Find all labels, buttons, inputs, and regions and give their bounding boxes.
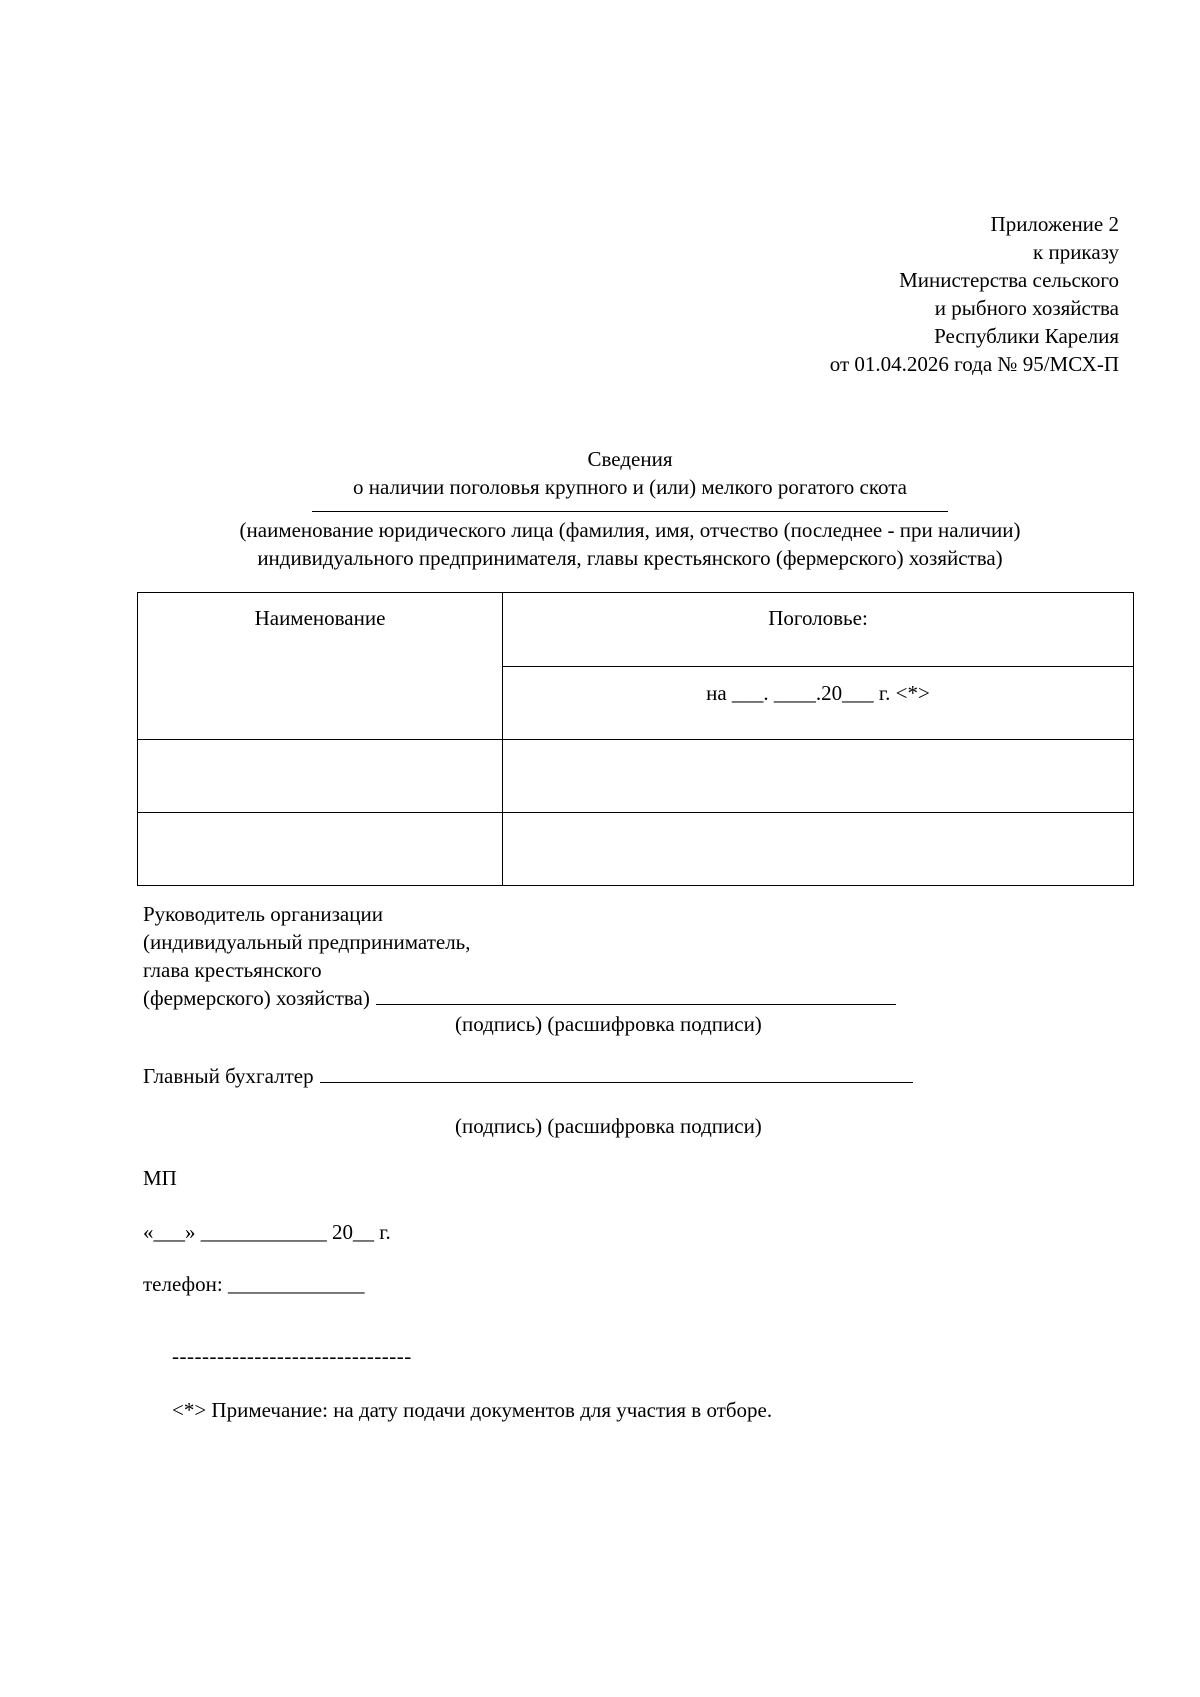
accountant-label: Главный бухгалтер — [143, 1064, 314, 1088]
title-block — [130, 445, 1130, 572]
appendix-line: Республики Карелия — [934, 324, 1119, 348]
table-cell-value[interactable] — [503, 813, 1134, 886]
head-label-line: глава крестьянского — [143, 958, 322, 982]
appendix-line: Приложение 2 — [990, 212, 1119, 236]
document-subheading: о наличии поголовья крупного и (или) мелкого рогатого скота — [353, 475, 907, 499]
livestock-table — [137, 592, 1134, 886]
head-signature-block — [143, 900, 896, 1012]
footnote-separator: -------------------------------- — [172, 1344, 412, 1368]
head-label-line: (фермерского) хозяйства) — [143, 986, 370, 1010]
table-header-row — [138, 593, 1134, 667]
appendix-line: и рыбного хозяйства — [934, 296, 1119, 320]
column-header-date-label: на ___. ____.20___ г. <*> — [706, 681, 930, 705]
date-field[interactable]: «___» ____________ 20__ г. — [143, 1220, 391, 1244]
caption-line: (наименование юридического лица (фамилия, имя, отчество (последнее - при наличии) — [239, 518, 1021, 542]
table-cell-name[interactable] — [138, 813, 503, 886]
column-header-date — [503, 667, 1134, 740]
column-header-name — [138, 593, 503, 740]
head-signature-field[interactable] — [376, 984, 896, 1005]
head-label-line: Руководитель организации — [143, 902, 383, 926]
appendix-line: к приказу — [1033, 240, 1119, 264]
footnote-text: <*> Примечание: на дату подачи документов для участия в отборе. — [172, 1398, 773, 1422]
phone-field[interactable]: телефон: _____________ — [143, 1272, 365, 1296]
appendix-line: Министерства сельского — [899, 268, 1119, 292]
accountant-signature-block — [143, 1062, 913, 1089]
head-label-line: (индивидуальный предприниматель, — [143, 930, 471, 954]
head-signature-caption: (подпись) (расшифровка подписи) — [455, 1012, 762, 1036]
table-row — [138, 740, 1134, 813]
appendix-line: от 01.04.2026 года № 95/МСХ-П — [829, 352, 1119, 376]
column-header-livestock — [503, 593, 1134, 667]
stamp-place-label: МП — [143, 1166, 177, 1190]
appendix-header — [599, 210, 1119, 378]
table-row — [138, 813, 1134, 886]
table-cell-name[interactable] — [138, 740, 503, 813]
column-header-livestock-label: Поголовье: — [768, 606, 868, 630]
organization-name-field[interactable] — [312, 511, 948, 512]
table-cell-value[interactable] — [503, 740, 1134, 813]
caption-line: индивидуального предпринимателя, главы крестьянского (фермерского) хозяйства) — [257, 546, 1003, 570]
organization-name-caption — [130, 516, 1130, 572]
accountant-signature-caption: (подпись) (расшифровка подписи) — [455, 1114, 762, 1138]
column-header-name-label: Наименование — [254, 606, 386, 630]
accountant-signature-field[interactable] — [320, 1062, 913, 1083]
document-heading: Сведения — [587, 447, 673, 471]
